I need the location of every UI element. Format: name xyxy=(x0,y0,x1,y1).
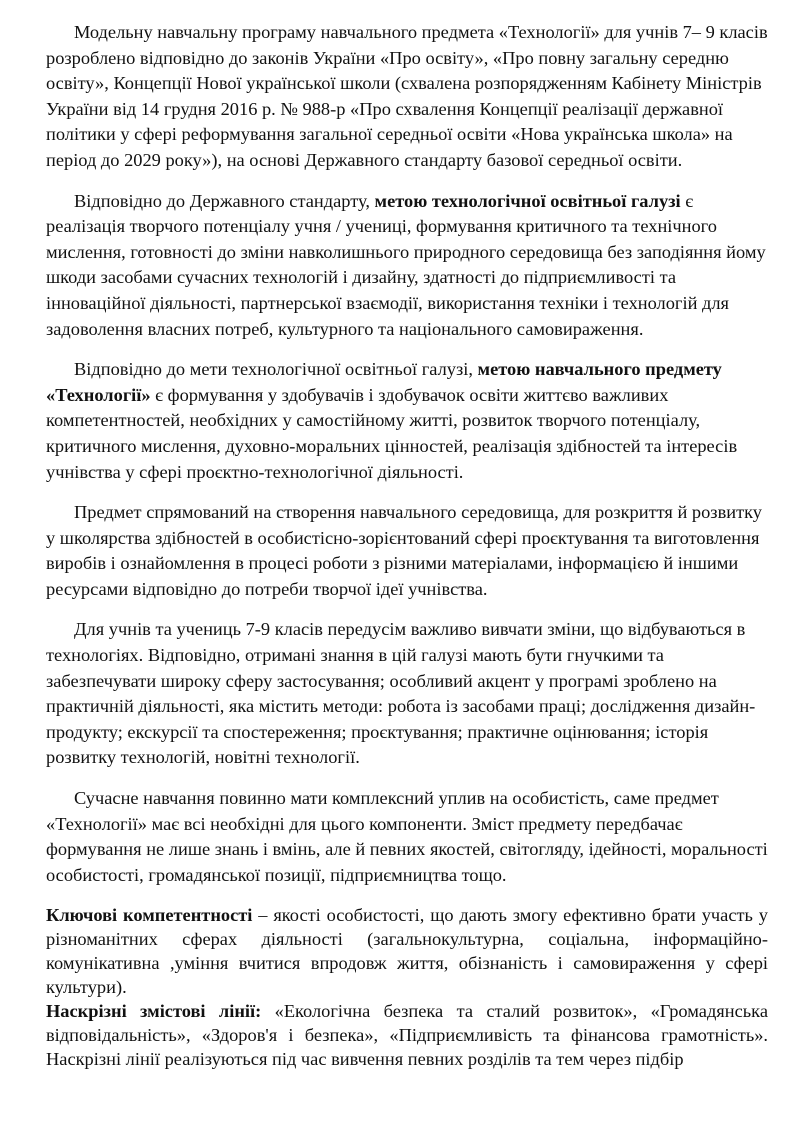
field-goal-text: є реалізація творчого потенціалу учня / учениці, формування критичного та технічного мислення, готовності до зміни навколишнього природного середовища без заподіяння йому шкоди засобами сучасних технологій і дизайну, здатності до підприємливості та інноваційної діяльності, партнерської взаємодії, використання техніки і технологій для задоволення власних потреб, культурного та національного самовираження. xyxy=(46,190,766,339)
subject-goal-intro: Відповідно до мети технологічної освітньої галузі, xyxy=(74,359,478,380)
paragraph-key-competences xyxy=(46,903,768,999)
paragraph-program-basis: Модельну навчальну програму навчального предмета «Технології» для учнів 7– 9 класів розроблено відповідно до законів України «Про освіту», «Про повну загальну середню освіту», Концепції Нової української школи (схвалена розпорядженням Кабінету Міністрів України від 14 грудня 2016 р. № 988-р «Про схвалення Концепції реалізації державної політики у сфері реформування загальної середньої освіти «Нова українська школа» на період до 2029 року»), на основі Державного стандарту базової середньої освіти. xyxy=(46,22,768,170)
field-goal-intro: Відповідно до Державного стандарту, xyxy=(74,190,375,211)
paragraph-modern-learning: Сучасне навчання повинно мати комплексний уплив на особистість, саме предмет «Технології» має всі необхідні для цього компоненти. Зміст предмету передбачає формування не лише знань і вмінь, але й певних якостей, світогляду, ідейності, моральності особистості, громадянської позиції, підприємництва тощо. xyxy=(46,788,768,885)
document-page xyxy=(46,20,768,1071)
key-competences-text: – якості особистості, що дають змогу ефективно брати участь у різноманітних сферах діяльності (загальнокультурна, соціальна, інформаційно-комунікативна ,уміння вчитися впродовж життя, обізнаність і самовираження у сфері культури). xyxy=(46,905,768,998)
key-competences-term: Ключові компетентності xyxy=(46,905,253,926)
cross-cutting-lines-term: Наскрізні змістові лінії: xyxy=(46,1001,262,1022)
paragraph-subject-goal xyxy=(46,357,768,485)
subject-goal-term: метою навчального предмету «Технології» xyxy=(46,359,722,405)
cross-cutting-lines-text: «Екологічна безпека та сталий розвиток», «Громадянська відповідальність», «Здоров'я і безпека», «Підприємливість та фінансова грамотність». Наскрізні лінії реалізуються під час вивчення певних розділів та тем через підбір xyxy=(46,1001,768,1070)
subject-goal-text: є формування у здобувачів і здобувачок освіти життєво важливих компетентностей, необхідних у самостійному житті, розвиток творчого потенціалу, критичного мислення, духовно-моральних цінностей, реалізація здібностей та інтересів учнівства у сфері проєктно-технологічної діяльності. xyxy=(46,384,738,482)
paragraph-cross-cutting-lines xyxy=(46,999,768,1071)
paragraph-field-goal xyxy=(46,189,768,343)
field-goal-term: метою технологічної освітньої галузі xyxy=(374,190,681,211)
paragraph-learning-environment: Предмет спрямований на створення навчального середовища, для розкриття й розвитку у школярства здібностей в особистісно-зорієнтований сфері проєктування та виготовлення виробів і ознайомлення в процесі роботи з різними матеріалами, інформацією й іншими ресурсами відповідно до потреби творчої ідеї учнівства. xyxy=(46,502,762,599)
paragraph-grades-7-9: Для учнів та учениць 7-9 класів передусім важливо вивчати зміни, що відбуваються в технологіях. Відповідно, отримані знання в цій галузі мають бути гнучкими та забезпечувати широку сферу застосування; особливий акцент у програмі зроблено на практичній діяльності, яка містить методи: робота із засобами праці; дослідження дизайн-продукту; екскурсії та спостереження; проєктування; практичне оцінювання; історія розвитку технологій, новітні технології. xyxy=(46,619,756,768)
